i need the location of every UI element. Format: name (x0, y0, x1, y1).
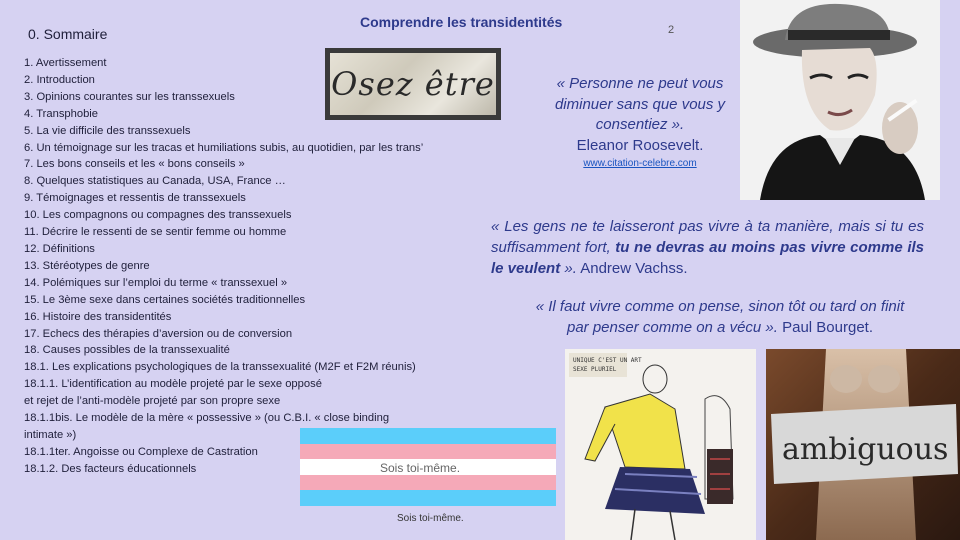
toc-item: 12. Définitions (24, 242, 95, 255)
osez-etre-sign-image (325, 48, 501, 120)
quote-bourget-author: Paul Bourget. (777, 319, 873, 336)
toc-item: 14. Polémiques sur l’emploi du terme « transsexuel » (24, 276, 288, 289)
quote-bourget-text: « Il faut vivre comme on pense, sinon tôt ou tard on finit par penser comme on a vécu ». (535, 298, 905, 336)
quote-vachss-text: « Les gens ne te laisseront pas vivre à ta manière, mais si tu es suffisamment fort, (491, 218, 924, 256)
sign-text: Osez être (330, 53, 496, 115)
toc-item: 18.1.1bis. Le modèle de la mère « possessive » (ou C.B.I. « close binding (24, 412, 390, 425)
quote-vachss (491, 216, 924, 279)
ambiguous-photo (766, 349, 960, 540)
quote-roosevelt-text: « Personne ne peut vous diminuer sans que vous y consentiez ». (554, 75, 726, 133)
toc-item: 9. Témoignages et ressentis de transsexuels (24, 192, 246, 205)
toc-item: 10. Les compagnons ou compagnes des transsexuels (24, 209, 292, 222)
ambiguous-text: ambiguous (782, 432, 949, 467)
quote-vachss-emphasis: tu ne devras au moins pas vivre comme ils le veulent (491, 239, 924, 277)
toc-item: intimate ») (24, 428, 77, 441)
quote-bourget (530, 296, 910, 338)
toc-item: 1. Avertissement (24, 57, 107, 69)
toc-item: 18.1. Les explications psychologiques de la transsexualité (M2F et F2M réunis) (24, 361, 416, 374)
page-number: 2 (668, 24, 675, 36)
quote-vachss-close: ». (560, 260, 577, 277)
toc-item: 3. Opinions courantes sur les transsexuels (24, 90, 235, 103)
slide-title: Comprendre les transidentités (360, 14, 563, 30)
toc-item: 18.1.1. L’identification au modèle projeté par le sexe opposé (24, 378, 322, 391)
woman-with-hat-photo (740, 0, 940, 200)
toc-item: 18.1.1ter. Angoisse ou Complexe de Castration (24, 445, 258, 458)
toc-item: 15. Le 3ème sexe dans certaines sociétés traditionnelles (24, 293, 306, 306)
section-title: 0. Sommaire (28, 26, 108, 42)
flag-stripe (300, 490, 556, 506)
flag-stripe (300, 444, 556, 460)
toc-item: 18.1.2. Des facteurs éducationnels (24, 462, 197, 475)
toc-item: 13. Stéréotypes de genre (24, 259, 150, 272)
fashion-note-line1: UNIQUE C'EST UN ART (573, 357, 642, 364)
toc-item: 11. Décrire le ressenti de se sentir femme ou homme (24, 226, 287, 239)
quote-vachss-author: Andrew Vachss. (576, 260, 688, 277)
toc-item: 4. Transphobie (24, 107, 99, 120)
toc-item: 18. Causes possibles de la transsexualité (24, 344, 230, 357)
toc-item: et rejet de l’anti-modèle projeté par son propre sexe (24, 395, 281, 408)
toc-item: 17. Echecs des thérapies d’aversion ou de conversion (24, 327, 293, 340)
fashion-sketch-image (565, 349, 756, 540)
toc-item: 16. Histoire des transidentités (24, 310, 172, 323)
flag-stripe (300, 428, 556, 444)
toc-item: 6. Un témoignage sur les tracas et humiliations subis, au quotidien, par les trans’ (24, 141, 424, 154)
toc-item: 5. La vie difficile des transsexuels (24, 124, 191, 137)
fashion-note-line2: SEXE PLURIEL (573, 366, 617, 373)
quote-roosevelt-author: Eleanor Roosevelt. (576, 136, 704, 154)
flag-caption: Sois toi-même. (397, 513, 464, 524)
flag-stripe (300, 475, 556, 491)
toc-item: 8. Quelques statistiques au Canada, USA, France … (24, 175, 286, 188)
flag-text: Sois toi-même. (380, 461, 461, 475)
quote-roosevelt (540, 74, 740, 156)
toc-item: 7. Les bons conseils et les « bons conseils » (24, 158, 245, 171)
toc-item: 2. Introduction (24, 73, 95, 86)
citation-link[interactable]: www.citation-celebre.com (583, 158, 697, 169)
